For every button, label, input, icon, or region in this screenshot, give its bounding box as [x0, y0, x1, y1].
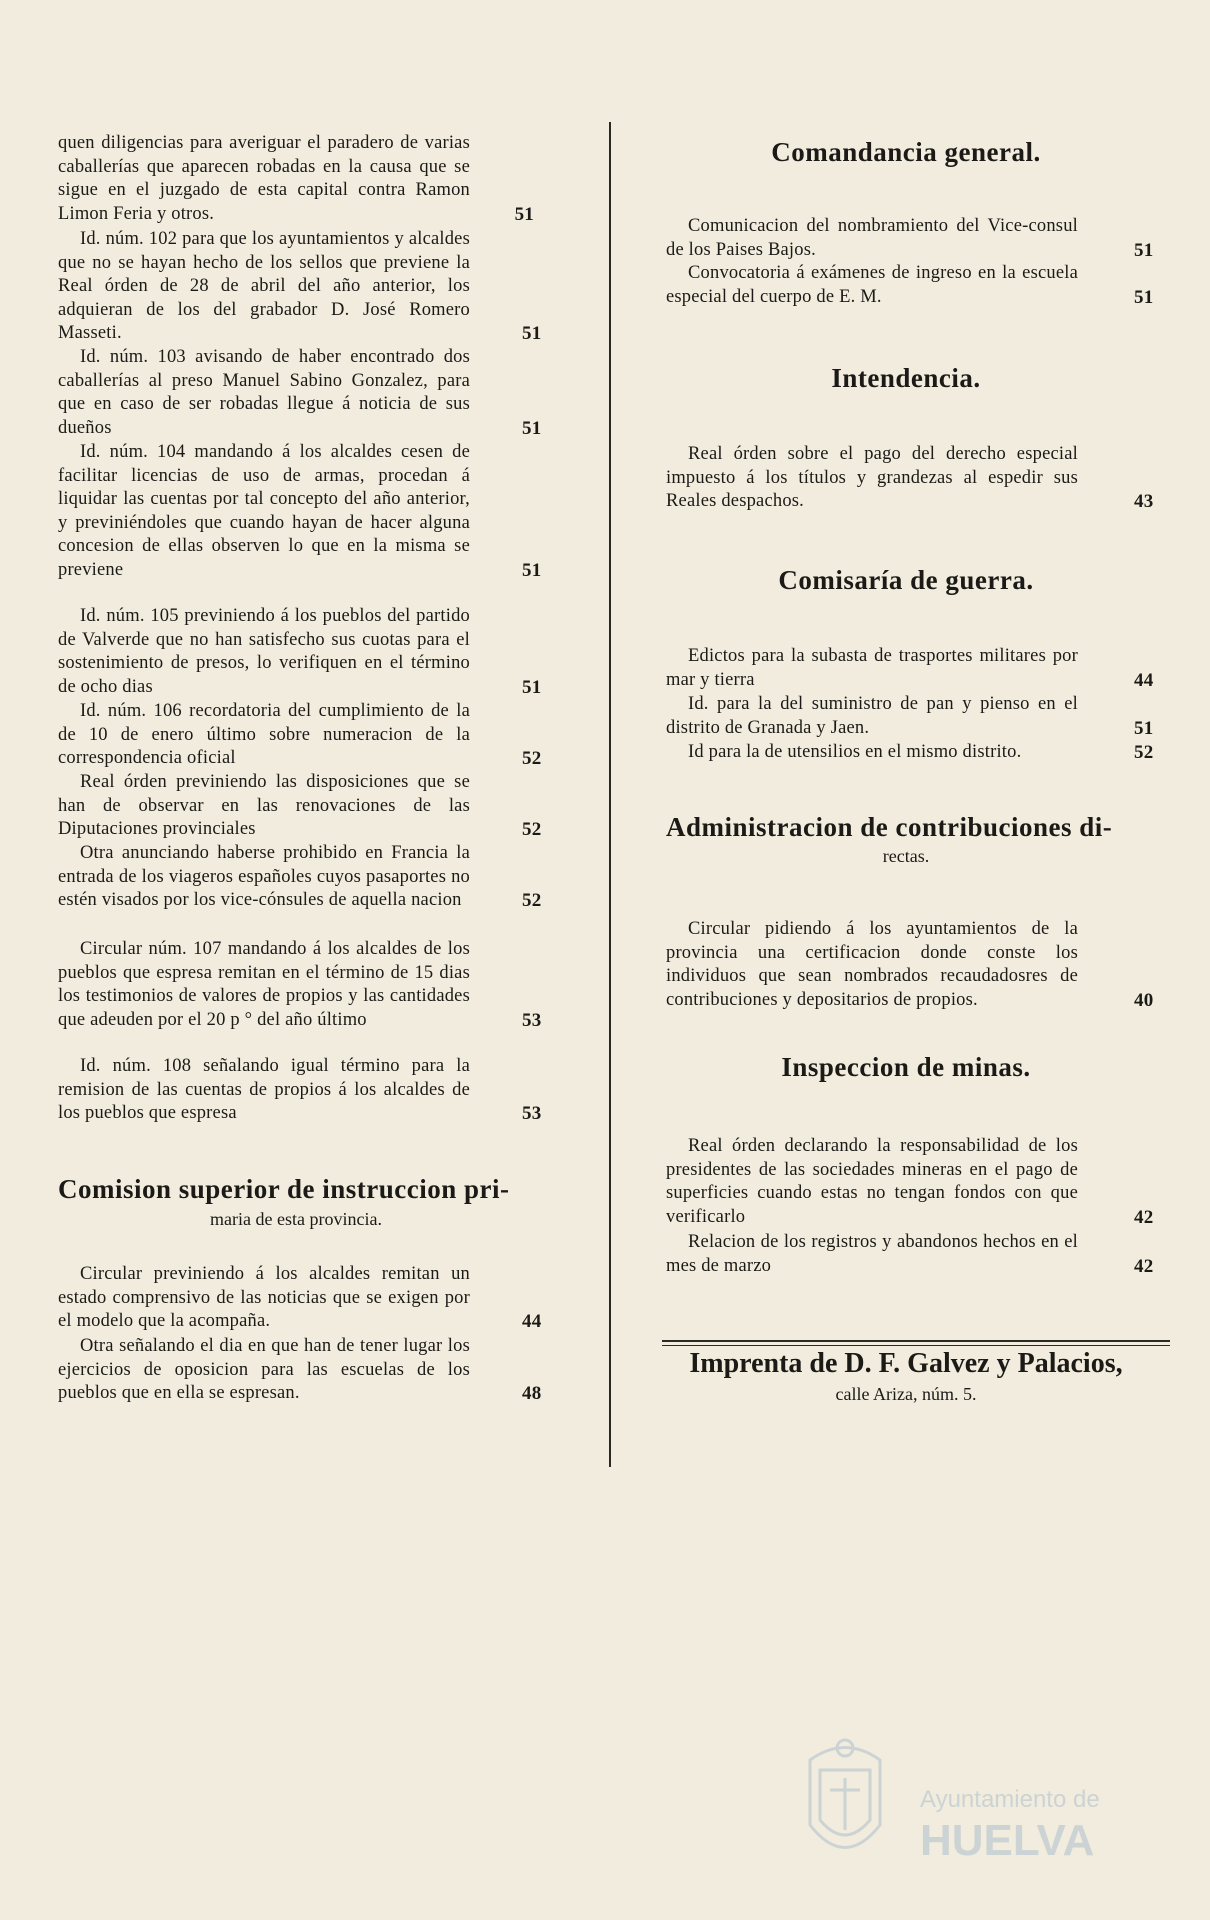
index-entry: Circular pidiendo á los ayuntamientos de la provincia una certificacion donde conste los individuos que sean nombrados recaudadosres de contribuciones y depositarios de propios. 40: [666, 919, 1154, 1011]
index-entry: Id. núm. 103 avisando de haber encontrado dos caballerías al preso Manuel Sabino Gonzalez, para que en caso de ser robadas llegue á noticia de sus dueños 51: [58, 347, 542, 439]
index-entry: Otra señalando el dia en que han de tener lugar los ejercicios de oposicion para las escuelas de los pueblos que en ella se espresan. 48: [58, 1336, 542, 1405]
section-heading: Comisaría de guerra.: [778, 565, 1034, 595]
index-entry: Comunicacion del nombramiento del Vice-consul de los Paises Bajos. 51: [666, 216, 1154, 261]
index-entry: Circular núm. 107 mandando á los alcaldes de los pueblos que espresa remitan en el término de 15 dias los testimonios de valores de propios y las cantidades que adeuden por el 20 p ° del año último 53: [58, 939, 542, 1031]
page-number: 51: [522, 676, 542, 698]
index-entry: Id. núm. 108 señalando igual término para la remision de las cuentas de propios á los alcaldes de los pueblos que espresa 53: [58, 1056, 542, 1125]
index-entry: Id. núm. 106 recordatoria del cumplimiento de la de 10 de enero último sobre numeracion de la correspondencia oficial 52: [58, 701, 542, 770]
coat-of-arms-icon: [800, 1730, 890, 1880]
section-subheading: rectas.: [882, 846, 930, 866]
imprint-address: calle Ariza, núm. 5.: [835, 1384, 977, 1404]
page-number: 51: [1134, 286, 1154, 308]
page-number: 42: [1134, 1255, 1154, 1277]
section-heading: Comision superior de instruccion pri-: [58, 1174, 510, 1204]
section-heading: Inspeccion de minas.: [781, 1052, 1031, 1082]
double-rule-top: [662, 1340, 1170, 1342]
index-entry: Convocatoria á exámenes de ingreso en la escuela especial del cuerpo de E. M. 51: [666, 263, 1154, 308]
page-number: 51: [522, 417, 542, 439]
page-number: 44: [1134, 669, 1154, 691]
page-number: 42: [1134, 1206, 1154, 1228]
imprint-name: Imprenta de D. F. Galvez y Palacios,: [689, 1348, 1123, 1379]
double-rule-bottom: [662, 1345, 1170, 1346]
page-number: 52: [1134, 742, 1154, 763]
watermark-line2: HUELVA: [920, 1816, 1095, 1865]
page-number: 51: [1134, 239, 1154, 261]
page-number: 43: [1134, 491, 1154, 513]
index-entry: quen diligencias para averiguar el paradero de varias caballerías que aparecen robadas en la causa que se sigue en el juzgado de esta capital contra Ramon Limon Feria y otros. 51: [58, 133, 534, 225]
section-heading: Comandancia general.: [771, 137, 1041, 167]
page-number: 51: [522, 559, 542, 581]
index-entry: Relacion de los registros y abandonos hechos en el mes de marzo 42: [666, 1232, 1154, 1277]
index-entry: Id. para la del suministro de pan y pienso en el distrito de Granada y Jaen. 51: [666, 694, 1154, 739]
index-entry: Otra anunciando haberse prohibido en Francia la entrada de los viageros españoles cuyos pasaportes no estén visados por los vice-cónsules de aquella nacion 52: [58, 843, 542, 912]
index-entry: Real órden sobre el pago del derecho especial impuesto á los títulos y grandezas al espedir sus Reales despachos. 43: [666, 444, 1154, 513]
column-divider: [609, 122, 611, 1467]
index-entry: Id. núm. 104 mandando á los alcaldes cesen de facilitar licencias de uso de armas, procedan á liquidar las cuentas por tal concepto del año anterior, y previniéndoles que cuando hayan de hacer alguna concesion de ellas observen lo que en la misma se previene 51: [58, 442, 542, 581]
section-subheading: maria de esta provincia.: [210, 1209, 382, 1229]
index-entry: Circular previniendo á los alcaldes remitan un estado comprensivo de las noticias que se exigen por el modelo que la acompaña. 44: [58, 1264, 542, 1333]
page-number: 44: [522, 1311, 542, 1333]
page-number: 53: [522, 1009, 542, 1031]
watermark: [800, 1730, 1130, 1880]
watermark-line1: Ayuntamiento de: [920, 1786, 1100, 1813]
section-heading: Administracion de contribuciones di-: [666, 812, 1113, 842]
index-entry: Id. núm. 102 para que los ayuntamientos y alcaldes que no se hayan hecho de los sellos que previene la Real órden de 28 de abril del año anterior, los adquieran de los del grabador D. José Romero Masseti. 51: [58, 229, 542, 345]
page-number: 51: [522, 323, 542, 345]
page-number: 53: [522, 1103, 542, 1125]
index-entry: Real órden declarando la responsabilidad de los presidentes de las sociedades mineras en el pago de superficies cuando estas no tengan fondos con que verificarlo 42: [666, 1136, 1154, 1228]
index-entry: Id para la de utensilios en el mismo distrito. 52: [688, 742, 1154, 763]
page-number: 51: [1134, 717, 1154, 739]
page-number: 51: [514, 203, 534, 225]
index-entry: Edictos para la subasta de trasportes militares por mar y tierra 44: [666, 646, 1154, 691]
page-number: 52: [522, 890, 542, 912]
page-number: 48: [522, 1383, 542, 1405]
index-entry: Id. núm. 105 previniendo á los pueblos del partido de Valverde que no han satisfecho sus cuotas para el sostenimiento de presos, lo verifiquen en el término de ocho dias 51: [58, 606, 542, 698]
page-number: 52: [522, 819, 542, 841]
section-heading: Intendencia.: [831, 363, 981, 393]
page-number: 52: [522, 748, 542, 770]
page-number: 40: [1134, 989, 1154, 1011]
index-entry: Real órden previniendo las disposiciones que se han de observar en las renovaciones de las Diputaciones provinciales 52: [58, 772, 542, 841]
